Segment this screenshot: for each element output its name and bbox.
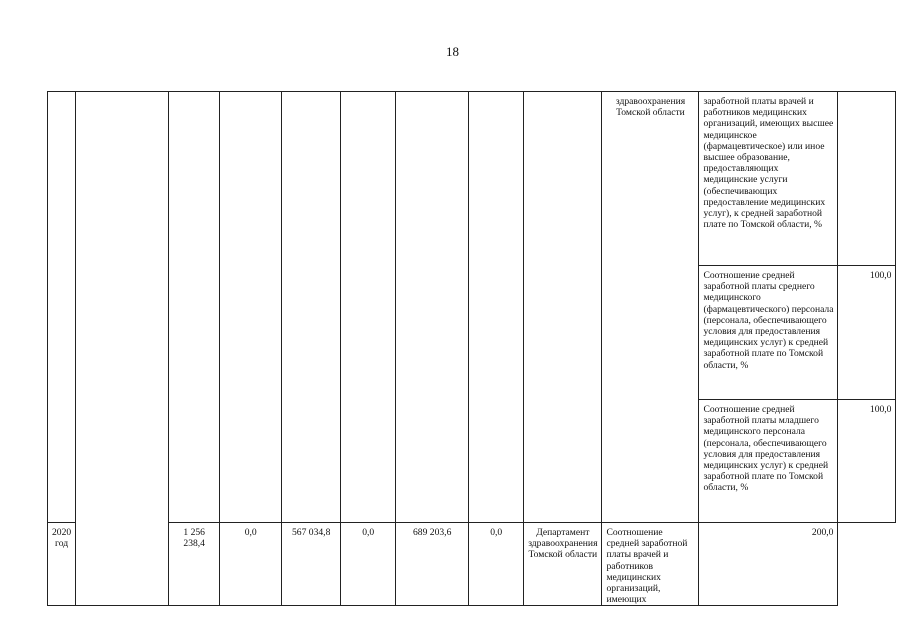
total-cell: 1 256 238,4 [169, 523, 220, 606]
cell-empty [469, 92, 524, 523]
page-number: 18 [446, 44, 459, 59]
value-cell: 100,0 [838, 400, 896, 523]
year-cell: 2020 год [48, 523, 76, 606]
cell-empty [524, 92, 602, 523]
department-cell: здравоохранения Томской области [602, 92, 699, 523]
cell-empty [76, 92, 169, 606]
amount-cell: 689 203,6 [396, 523, 469, 606]
cell-empty [396, 92, 469, 523]
department-cell: Департамент здравоохранения Томской области [524, 523, 602, 606]
value-cell [838, 92, 896, 266]
cell-empty [282, 92, 341, 523]
indicator-cell: Соотношение средней заработной платы среднего медицинского (фармацевтического) персонала (персонала, обеспечивающего условия для предоставления медицинских услуг) к средней заработной плате по Томской области, % [699, 266, 838, 400]
indicator-cell: Соотношение средней заработной платы младшего медицинского персонала (персонала, обеспечивающего условия для предоставления медицинских услуг) к средней заработной плате по Томской области, % [699, 400, 838, 523]
value-cell: 100,0 [838, 266, 896, 400]
indicator-cell: заработной платы врачей и работников медицинских организаций, имеющих высшее медицинское (фармацевтическое) или иное высшее образование, предоставляющих медицинские услуги (обеспечивающих предоставление медицинских услуг), к средней заработной плате по Томской области, % [699, 92, 838, 266]
amount-cell: 0,0 [341, 523, 396, 606]
amount-cell: 0,0 [469, 523, 524, 606]
amount-cell: 0,0 [220, 523, 282, 606]
cell-empty [48, 92, 76, 523]
cell-empty [169, 92, 220, 523]
table-row [48, 523, 896, 606]
budget-table [47, 91, 896, 606]
cell-empty [220, 92, 282, 523]
cell-empty [341, 92, 396, 523]
table-row [48, 92, 896, 266]
amount-cell: 567 034,8 [282, 523, 341, 606]
indicator-cell: Соотношение средней заработной платы врачей и работников медицинских организаций, имеющих [602, 523, 699, 606]
value-cell: 200,0 [699, 523, 838, 606]
